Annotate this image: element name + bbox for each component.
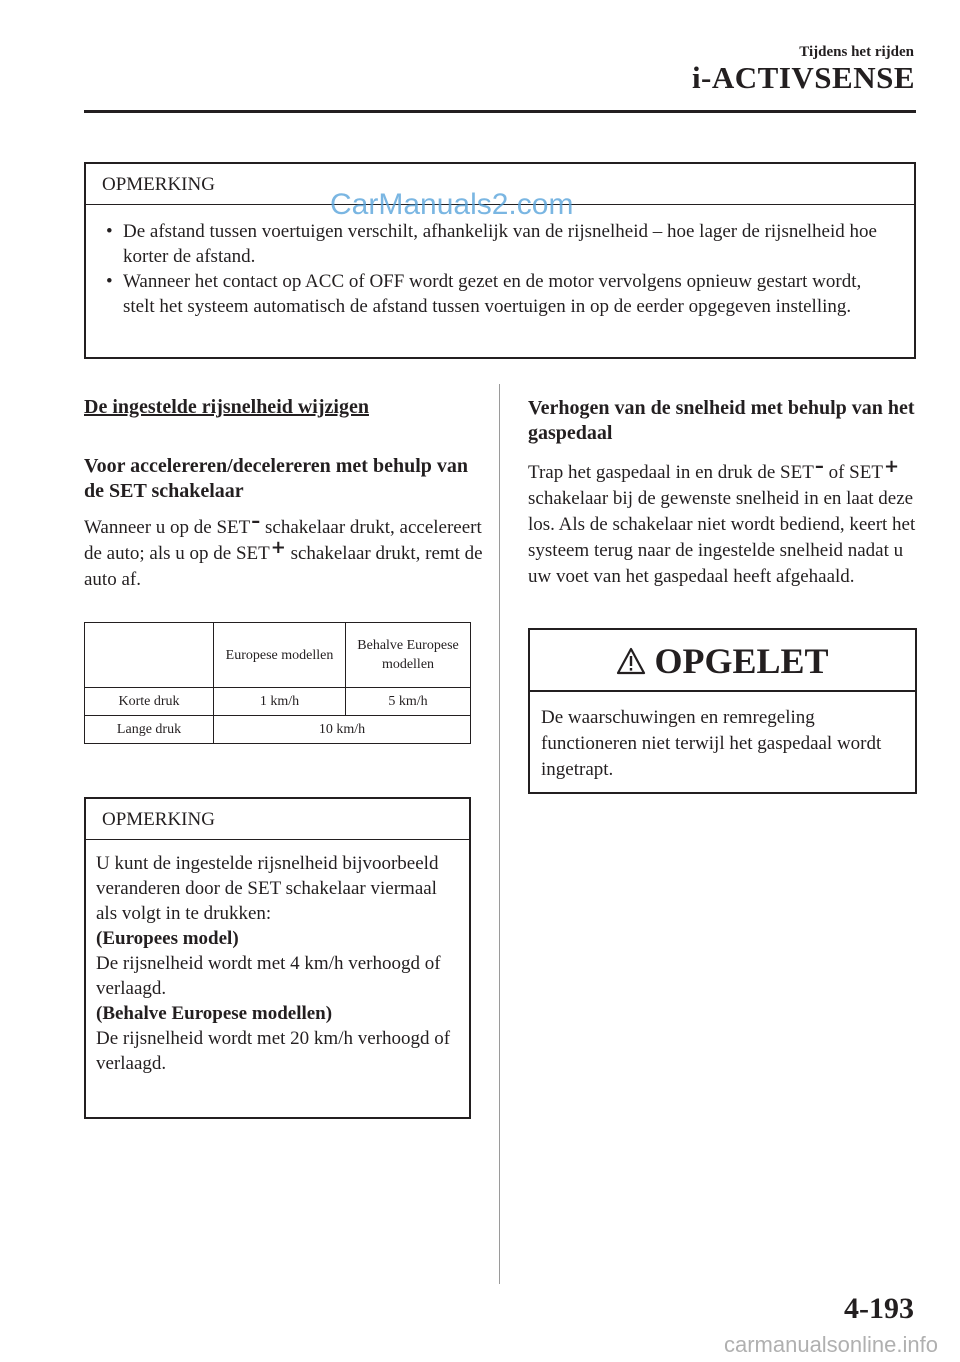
- paragraph-right: Trap het gaspedaal in en druk de SET– of SET+ schakelaar bij de gewenste snelheid in en laat deze los. Als de schakelaar niet wordt bediend, keert het systeem terug naar de ingestelde snelheid nadat u uw voet van het gaspedaal heeft afgehaald.: [528, 456, 916, 587]
- footer-watermark: carmanualsonline.info: [723, 1332, 938, 1357]
- running-header-title: i-ACTIVSENSE: [691, 60, 915, 95]
- note-box-left: [84, 797, 471, 1119]
- note-bullet-text: De afstand tussen voertuigen verschilt, afhankelijk van de rijsnelheid – hoe lager de rijsnelheid hoe korter de afstand.: [123, 221, 877, 267]
- table-cell-label: Korte druk: [85, 688, 214, 716]
- table-header-row: [85, 623, 471, 688]
- para-text: schakelaar bij de gewenste snelheid in en laat deze los. Als de schakelaar niet wordt bediend, keert het systeem terug naar de ingestelde snelheid nadat u uw voet van het gaspedaal heeft afgehaald.: [528, 488, 916, 587]
- running-header-section: Tijdens het rijden: [799, 44, 914, 60]
- table-row: [85, 688, 471, 716]
- table-cell-eu: 1 km/h: [214, 688, 346, 716]
- caution-body: De waarschuwingen en remregeling functioneren niet terwijl het gaspedaal wordt ingetrapt.: [541, 707, 882, 780]
- bullet-icon: •: [106, 221, 113, 242]
- note-label-european: (Europees model): [96, 928, 239, 949]
- note-heading: OPMERKING: [86, 799, 469, 840]
- table-cell-non-eu: 5 km/h: [346, 688, 471, 716]
- note-intro: U kunt de ingestelde rijsnelheid bijvoorbeeld veranderen door de SET schakelaar viermaal als volgt in te drukken:: [96, 853, 439, 924]
- table-cell-label: Lange druk: [85, 716, 214, 744]
- table-cell-both: 10 km/h: [214, 716, 471, 744]
- note-body: [86, 840, 469, 1076]
- table-header-european: Europese modellen: [214, 623, 346, 688]
- note-bullet-list: [86, 219, 914, 319]
- page-number: 4-193: [844, 1292, 914, 1325]
- para-text: Trap het gaspedaal in en druk de SET: [528, 462, 814, 483]
- note-heading: OPMERKING: [86, 164, 914, 205]
- note-text-non-european: De rijsnelheid wordt met 20 km/h verhoogd of verlaagd.: [96, 1028, 451, 1074]
- note-text-european: De rijsnelheid wordt met 4 km/h verhoogd of verlaagd.: [96, 953, 441, 999]
- header-rule: [84, 110, 916, 113]
- caution-heading-text: OPGELET: [654, 641, 829, 681]
- paragraph-left: Wanneer u op de SET– schakelaar drukt, accelereert de auto; als u op de SET+ schakelaar drukt, remt de auto af.: [84, 511, 483, 590]
- note-bullet-item: [86, 269, 914, 319]
- note-bullet-item: [86, 219, 914, 269]
- watermark-logo: CarManuals2.com: [330, 188, 574, 221]
- note-bullet-text: Wanneer het contact op ACC of OFF wordt gezet en de motor vervolgens opnieuw gestart wordt, stelt het systeem automatisch de afstand tussen voertuigen in op de eerder opgegeven instelling.: [123, 271, 862, 317]
- table-header-empty: [85, 623, 214, 688]
- caution-heading: [530, 630, 915, 692]
- para-text: schakelaar drukt, accelereert de auto; als u op de SET: [84, 517, 482, 564]
- sub-heading-right: Verhogen van de snelheid met behulp van het gaspedaal: [528, 397, 915, 444]
- sub-heading-left: Voor accelereren/decelereren met behulp van de SET schakelaar: [84, 455, 468, 502]
- bullet-icon: •: [106, 271, 113, 292]
- column-divider: [499, 384, 500, 1284]
- para-text: of SET: [823, 462, 883, 483]
- speed-increment-table: [84, 622, 471, 744]
- note-label-non-european: (Behalve Europese modellen): [96, 1003, 333, 1024]
- warning-triangle-icon: [616, 647, 646, 675]
- section-heading: De ingestelde rijsnelheid wijzigen: [84, 396, 369, 418]
- table-header-non-european: Behalve Europese modellen: [346, 623, 471, 688]
- table-row: [85, 716, 471, 744]
- caution-box: [528, 628, 917, 794]
- para-text: Wanneer u op de SET: [84, 517, 251, 538]
- para-text: schakelaar drukt, remt de auto af.: [84, 543, 483, 590]
